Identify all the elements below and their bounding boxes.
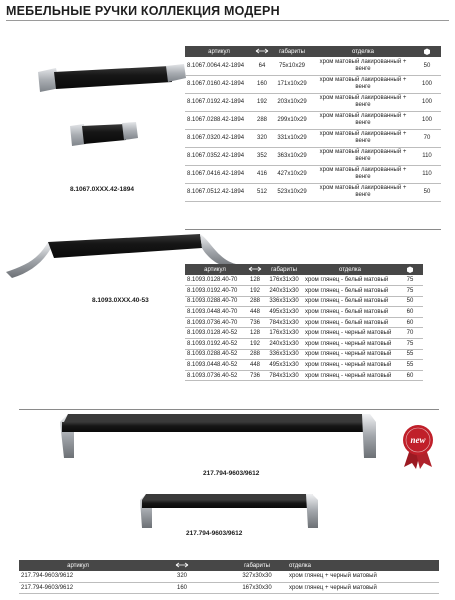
cell-article: 8.1093.0192.40-52 [185, 339, 245, 350]
spec-table-1067 [185, 46, 441, 202]
cell-center-distance: 736 [245, 370, 265, 381]
cell-dimensions: 784x31x30 [265, 370, 303, 381]
cell-package-quantity: 60 [397, 317, 423, 328]
cell-finish: хром глянец - черный матовый [303, 328, 397, 339]
cell-finish: хром глянец - черный матовый [303, 360, 397, 371]
cell-finish: хром матовый лакированный + венге [313, 57, 413, 75]
double-arrow-icon [248, 266, 262, 272]
cell-finish: хром глянец + черный матовый [287, 582, 439, 593]
cell-package-quantity: 60 [397, 370, 423, 381]
table-row [185, 147, 441, 165]
cell-center-distance: 448 [245, 360, 265, 371]
cell-article: 8.1093.0128.40-52 [185, 328, 245, 339]
cell-dimensions: 495x31x30 [265, 360, 303, 371]
title-divider [6, 20, 449, 21]
table-row [185, 317, 423, 328]
header-package-quantity [397, 264, 423, 275]
header-dimensions: габариты [227, 560, 287, 571]
cell-package-quantity: 60 [397, 307, 423, 318]
cell-dimensions: 331x10x29 [271, 129, 313, 147]
cell-center-distance: 512 [253, 183, 271, 201]
cell-dimensions: 75x10x29 [271, 57, 313, 75]
header-finish: отделка [287, 560, 439, 571]
cell-dimensions: 784x31x30 [265, 317, 303, 328]
cell-article: 8.1067.0416.42-1894 [185, 165, 253, 183]
header-finish: отделка [303, 264, 397, 275]
table-row [185, 275, 423, 286]
cell-dimensions: 167x30x30 [227, 582, 287, 593]
cell-dimensions: 523x10x29 [271, 183, 313, 201]
cell-center-distance: 320 [137, 571, 227, 582]
header-center-distance [253, 46, 271, 57]
cell-article: 8.1093.0736.40-52 [185, 370, 245, 381]
cell-center-distance: 192 [245, 286, 265, 297]
table-row [19, 582, 439, 593]
cell-article: 8.1093.0448.40-70 [185, 307, 245, 318]
cell-article: 8.1093.0288.40-70 [185, 296, 245, 307]
header-package-quantity [413, 46, 441, 57]
new-badge-icon [398, 423, 438, 469]
table-row [185, 360, 423, 371]
cell-center-distance: 320 [253, 129, 271, 147]
table-row [185, 93, 441, 111]
table-row [185, 286, 423, 297]
cell-article: 8.1067.0192.42-1894 [185, 93, 253, 111]
cell-dimensions: 363x10x29 [271, 147, 313, 165]
double-arrow-icon [175, 562, 189, 568]
cell-finish: хром матовый лакированный + венге [313, 111, 413, 129]
box-icon [423, 48, 431, 55]
cell-finish: хром матовый лакированный + венге [313, 147, 413, 165]
cell-center-distance: 288 [253, 111, 271, 129]
handle-image-large-1067 [38, 62, 188, 100]
table-row [185, 370, 423, 381]
product-code-caption-1067: 8.1067.0XXX.42-1894 [70, 186, 134, 193]
product-code-caption-1093: 8.1093.0XXX.40-53 [92, 297, 149, 304]
cell-finish: хром глянец - черный матовый [303, 349, 397, 360]
header-dimensions: габариты [265, 264, 303, 275]
cell-finish: хром матовый лакированный + венге [313, 75, 413, 93]
table-row [185, 165, 441, 183]
cell-center-distance: 128 [245, 328, 265, 339]
cell-finish: хром матовый лакированный + венге [313, 183, 413, 201]
header-article: артикул [185, 46, 253, 57]
cell-dimensions: 240x31x30 [265, 286, 303, 297]
cell-article: 8.1093.0128.40-70 [185, 275, 245, 286]
table-row [185, 349, 423, 360]
table-row [185, 183, 441, 201]
box-icon [406, 266, 414, 273]
header-dimensions: габариты [271, 46, 313, 57]
cell-package-quantity: 75 [397, 286, 423, 297]
cell-article: 217.794-9603/9612 [19, 571, 137, 582]
cell-center-distance: 128 [245, 275, 265, 286]
cell-article: 217.794-9603/9612 [19, 582, 137, 593]
cell-dimensions: 240x31x30 [265, 339, 303, 350]
table-row [185, 75, 441, 93]
cell-package-quantity: 75 [397, 275, 423, 286]
cell-package-quantity: 70 [413, 129, 441, 147]
cell-center-distance: 192 [245, 339, 265, 350]
spec-table-9603 [19, 560, 439, 594]
cell-article: 8.1067.0160.42-1894 [185, 75, 253, 93]
product-code-caption-9603-bottom: 217.794-9603/9612 [186, 530, 243, 537]
handle-image-9603-large [58, 408, 378, 458]
page-title: МЕБЕЛЬНЫЕ РУЧКИ КОЛЛЕКЦИЯ МОДЕРН [6, 4, 280, 18]
cell-center-distance: 736 [245, 317, 265, 328]
cell-article: 8.1093.0736.40-70 [185, 317, 245, 328]
product-code-caption-9603-top: 217.794-9603/9612 [203, 470, 260, 477]
cell-dimensions: 336x31x30 [265, 296, 303, 307]
cell-finish: хром матовый лакированный + венге [313, 93, 413, 111]
cell-package-quantity: 100 [413, 75, 441, 93]
cell-package-quantity: 110 [413, 165, 441, 183]
cell-dimensions: 327x30x30 [227, 571, 287, 582]
cell-package-quantity: 50 [413, 57, 441, 75]
cell-center-distance: 160 [137, 582, 227, 593]
cell-article: 8.1093.0448.40-52 [185, 360, 245, 371]
cell-finish: хром матовый лакированный + венге [313, 129, 413, 147]
cell-package-quantity: 100 [413, 111, 441, 129]
cell-finish: хром глянец - белый матовый [303, 307, 397, 318]
cell-finish: хром матовый лакированный + венге [313, 165, 413, 183]
cell-package-quantity: 50 [397, 296, 423, 307]
table-row [185, 296, 423, 307]
table-row [185, 328, 423, 339]
cell-finish: хром глянец - белый матовый [303, 275, 397, 286]
cell-finish: хром глянец + черный матовый [287, 571, 439, 582]
handle-image-small-1067 [68, 118, 140, 150]
cell-dimensions: 299x10x29 [271, 111, 313, 129]
header-center-distance [137, 560, 227, 571]
cell-article: 8.1093.0192.40-70 [185, 286, 245, 297]
cell-dimensions: 336x31x30 [265, 349, 303, 360]
cell-center-distance: 288 [245, 349, 265, 360]
cell-center-distance: 160 [253, 75, 271, 93]
table-row [185, 339, 423, 350]
cell-center-distance: 288 [245, 296, 265, 307]
handle-image-9603-small [138, 490, 320, 530]
cell-dimensions: 171x10x29 [271, 75, 313, 93]
cell-article: 8.1067.0064.42-1894 [185, 57, 253, 75]
cell-finish: хром глянец - черный матовый [303, 339, 397, 350]
cell-article: 8.1067.0288.42-1894 [185, 111, 253, 129]
cell-finish: хром глянец - белый матовый [303, 317, 397, 328]
table-row [185, 111, 441, 129]
cell-article: 8.1067.0352.42-1894 [185, 147, 253, 165]
table-row [185, 307, 423, 318]
cell-package-quantity: 70 [397, 328, 423, 339]
cell-dimensions: 176x31x30 [265, 275, 303, 286]
cell-dimensions: 427x10x29 [271, 165, 313, 183]
cell-article: 8.1067.0320.42-1894 [185, 129, 253, 147]
cell-article: 8.1067.0512.42-1894 [185, 183, 253, 201]
table-row [19, 571, 439, 582]
cell-package-quantity: 55 [397, 360, 423, 371]
cell-package-quantity: 75 [397, 339, 423, 350]
cell-dimensions: 176x31x30 [265, 328, 303, 339]
cell-package-quantity: 55 [397, 349, 423, 360]
cell-dimensions: 495x31x30 [265, 307, 303, 318]
table-row [185, 57, 441, 75]
double-arrow-icon [255, 48, 269, 54]
cell-dimensions: 203x10x29 [271, 93, 313, 111]
cell-package-quantity: 110 [413, 147, 441, 165]
cell-finish: хром глянец - черный матовый [303, 370, 397, 381]
header-center-distance [245, 264, 265, 275]
cell-package-quantity: 50 [413, 183, 441, 201]
cell-finish: хром глянец - белый матовый [303, 286, 397, 297]
header-article: артикул [19, 560, 137, 571]
table-row [185, 129, 441, 147]
cell-package-quantity: 100 [413, 93, 441, 111]
cell-article: 8.1093.0288.40-52 [185, 349, 245, 360]
header-finish: отделка [313, 46, 413, 57]
spec-table-1093 [185, 264, 423, 381]
cell-center-distance: 352 [253, 147, 271, 165]
cell-center-distance: 416 [253, 165, 271, 183]
cell-center-distance: 192 [253, 93, 271, 111]
cell-center-distance: 448 [245, 307, 265, 318]
cell-center-distance: 64 [253, 57, 271, 75]
new-badge-text: new [410, 435, 426, 445]
header-article: артикул [185, 264, 245, 275]
cell-finish: хром глянец - белый матовый [303, 296, 397, 307]
